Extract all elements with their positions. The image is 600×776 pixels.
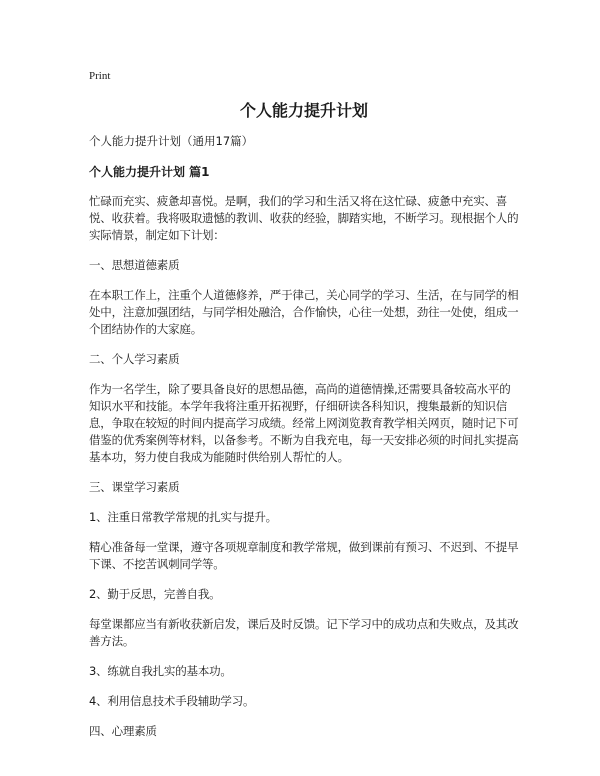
heading-moral-quality: 一、思想道德素质 <box>89 258 180 272</box>
intro-paragraph: 忙碌而充实、疲惫却喜悦。是啊，我们的学习和生活又将在这忙碌、疲惫中充实、喜悦、收获着。我将吸取遗憾的教训、收获的经验，脚踏实地，不断学习。现根据个人的实际情景，制定如下计划： <box>89 194 519 242</box>
item-4-heading: 4、利用信息技术手段辅助学习。 <box>89 694 255 708</box>
heading-learning-quality: 二、个人学习素质 <box>89 352 180 366</box>
document-body <box>89 133 519 753</box>
heading-psychological-quality: 四、心理素质 <box>89 724 157 738</box>
item-1-paragraph: 精心准备每一堂课，遵守各项规章制度和教学常规，做到课前有预习、不迟到、不提早下课、不挖苦讽刺同学等。 <box>89 540 519 571</box>
item-2-heading: 2、勤于反思，完善自我。 <box>89 587 221 601</box>
document-subtitle: 个人能力提升计划（通用17篇） <box>89 134 254 148</box>
moral-quality-paragraph: 在本职工作上，注重个人道德修养，严于律己，关心同学的学习、生活，在与同学的相处中，注意加强团结，与同学相处融洽，合作愉快，心往一处想，劲往一处使，组成一个团结协作的大家庭。 <box>89 288 519 336</box>
heading-classroom-quality: 三、课堂学习素质 <box>89 480 180 494</box>
item-3-heading: 3、练就自我扎实的基本功。 <box>89 664 232 678</box>
item-1-heading: 1、注重日常教学常规的扎实与提升。 <box>89 510 277 524</box>
item-2-paragraph: 每堂课都应当有新收获新启发，课后及时反馈。记下学习中的成功点和失败点，及其改善方法。 <box>89 617 519 648</box>
section-heading: 个人能力提升计划 篇1 <box>89 165 210 179</box>
print-link[interactable]: Print <box>89 70 111 82</box>
page-title: 个人能力提升计划 <box>239 101 368 120</box>
learning-quality-paragraph: 作为一名学生，除了要具备良好的思想品德，高尚的道德情操,还需要具备较高水平的知识水平和技能。本学年我将注重开拓视野，仔细研读各科知识，搜集最新的知识信息，争取在较短的时间内提高学习成绩。经常上网浏览教育教学相关网页，随时记下可借鉴的优秀案例等材料，以备参考。不断为自我充电，每一天安排必须的时间扎实提高基本功，努力使自我成为能随时供给别人帮忙的人。 <box>89 382 519 464</box>
